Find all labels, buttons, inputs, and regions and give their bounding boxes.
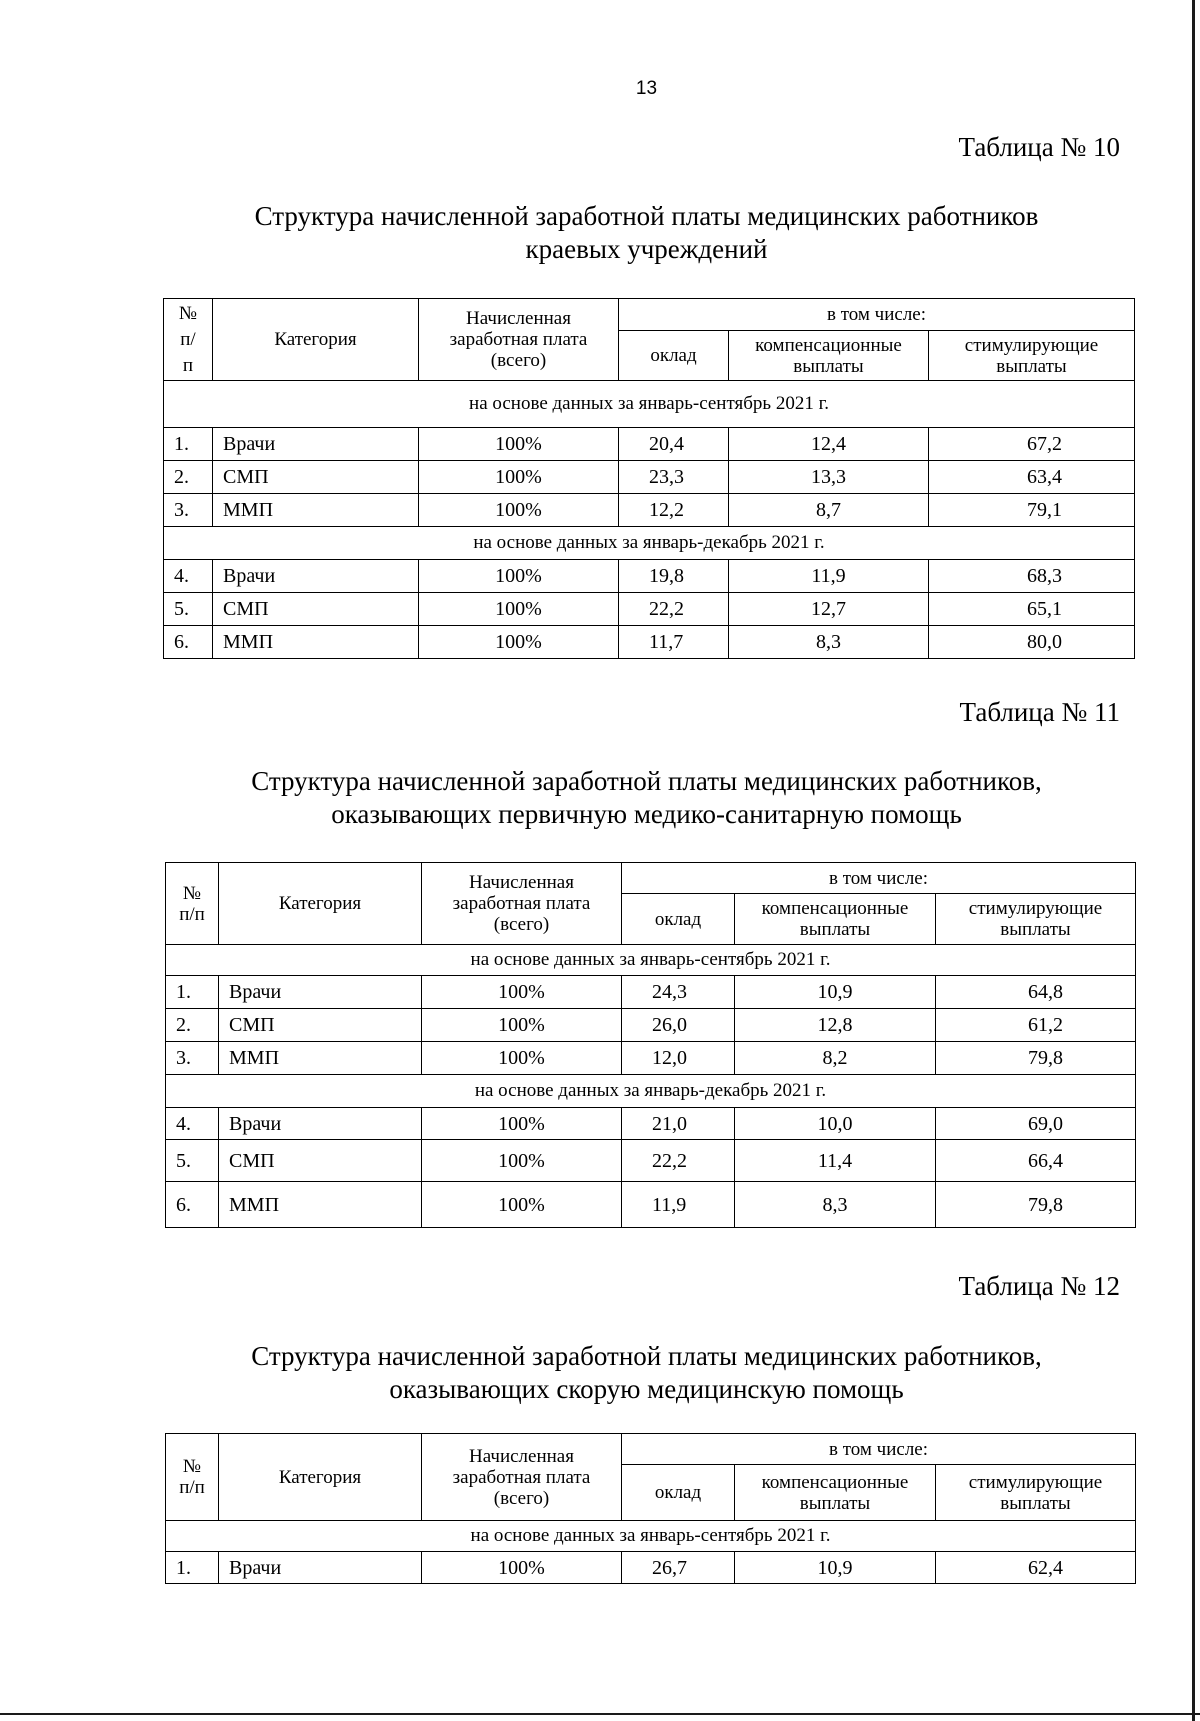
table-row [164,494,1135,527]
cell-num: 2. [164,461,213,494]
section-title: на основе данных за январь-сентябрь 2021 г. [166,945,1136,976]
table-11-title-line1: Структура начисленной заработной платы медицинских работников, [251,766,1042,796]
header-stim: стимулирующие выплаты [936,1465,1136,1521]
cell-comp: 10,9 [735,976,936,1009]
cell-category: Врачи [219,1552,422,1584]
cell-total: 100% [419,494,619,527]
cell-stim: 79,1 [929,494,1135,527]
cell-salary: 11,7 [619,626,729,659]
cell-category: СМП [213,593,419,626]
cell-total: 100% [422,1009,622,1042]
table-10-title-line1: Структура начисленной заработной платы медицинских работников [254,201,1039,231]
header-salary: оклад [622,1465,735,1521]
cell-num: 1. [166,976,219,1009]
cell-stim: 66,4 [936,1140,1136,1182]
header-including: в том числе: [619,299,1135,331]
cell-num: 2. [166,1009,219,1042]
header-category: Категория [219,1434,422,1521]
header-total: Начисленная заработная плата (всего) [419,299,619,381]
cell-comp: 11,9 [729,560,929,593]
cell-comp: 8,2 [735,1042,936,1075]
cell-stim: 63,4 [929,461,1135,494]
cell-category: СМП [219,1009,422,1042]
cell-total: 100% [422,1108,622,1140]
cell-stim: 69,0 [936,1108,1136,1140]
cell-category: Врачи [213,428,419,461]
header-comp: компенсационные выплаты [735,894,936,945]
cell-num: 6. [166,1182,219,1228]
table-12-title [0,1340,1200,1406]
cell-stim: 61,2 [936,1009,1136,1042]
cell-stim: 79,8 [936,1042,1136,1075]
table-10-label: Таблица № 10 [958,132,1120,162]
cell-comp: 10,9 [735,1552,936,1584]
cell-stim: 65,1 [929,593,1135,626]
cell-total: 100% [419,428,619,461]
cell-total: 100% [419,626,619,659]
cell-total: 100% [422,1140,622,1182]
cell-num: 1. [164,428,213,461]
cell-category: Врачи [219,976,422,1009]
cell-salary: 12,2 [619,494,729,527]
cell-salary: 22,2 [619,593,729,626]
cell-salary: 26,7 [622,1552,735,1584]
cell-total: 100% [419,593,619,626]
cell-category: ММП [213,626,419,659]
cell-comp: 11,4 [735,1140,936,1182]
header-salary: оклад [622,894,735,945]
table-12-title-line2: оказывающих скорую медицинскую помощь [389,1374,904,1404]
cell-stim: 64,8 [936,976,1136,1009]
cell-stim: 67,2 [929,428,1135,461]
header-num: № п/п [166,863,219,945]
cell-num: 3. [166,1042,219,1075]
table-11-title-line2: оказывающих первичную медико-санитарную помощь [331,799,962,829]
header-salary: оклад [619,331,729,381]
table-11-label: Таблица № 11 [959,697,1120,727]
cell-total: 100% [419,560,619,593]
header-comp: компенсационные выплаты [729,331,929,381]
section-title: на основе данных за январь-сентябрь 2021 г. [166,1521,1136,1552]
cell-salary: 24,3 [622,976,735,1009]
table-row [164,593,1135,626]
table-row [166,1552,1136,1584]
header-stim: стимулирующие выплаты [929,331,1135,381]
table-10 [163,298,1135,659]
table-12-label: Таблица № 12 [958,1271,1120,1301]
table-row [164,560,1135,593]
page-number: 13 [635,78,658,99]
cell-comp: 8,3 [735,1182,936,1228]
table-row [164,428,1135,461]
table-row [166,1140,1136,1182]
cell-category: СМП [219,1140,422,1182]
cell-salary: 19,8 [619,560,729,593]
cell-stim: 62,4 [936,1552,1136,1584]
header-comp: компенсационные выплаты [735,1465,936,1521]
cell-salary: 23,3 [619,461,729,494]
cell-category: ММП [219,1042,422,1075]
header-total: Начисленная заработная плата (всего) [422,1434,622,1521]
cell-comp: 12,8 [735,1009,936,1042]
scan-edge-bottom [0,1713,1200,1715]
cell-category: ММП [213,494,419,527]
cell-salary: 12,0 [622,1042,735,1075]
cell-num: 5. [164,593,213,626]
header-num: № п/ п [164,299,213,381]
header-total: Начисленная заработная плата (всего) [422,863,622,945]
table-row [166,1108,1136,1140]
cell-comp: 12,7 [729,593,929,626]
table-row [164,461,1135,494]
table-11-title [0,765,1200,831]
cell-comp: 10,0 [735,1108,936,1140]
cell-salary: 20,4 [619,428,729,461]
header-including: в том числе: [622,1434,1136,1465]
table-12-title-line1: Структура начисленной заработной платы медицинских работников, [251,1341,1042,1371]
cell-total: 100% [422,1552,622,1584]
cell-num: 3. [164,494,213,527]
cell-total: 100% [422,1182,622,1228]
cell-salary: 26,0 [622,1009,735,1042]
cell-salary: 11,9 [622,1182,735,1228]
table-row [166,1009,1136,1042]
cell-salary: 21,0 [622,1108,735,1140]
table-row [164,626,1135,659]
cell-comp: 13,3 [729,461,929,494]
header-category: Категория [213,299,419,381]
table-row [166,1182,1136,1228]
cell-category: Врачи [219,1108,422,1140]
cell-num: 4. [166,1108,219,1140]
section-title: на основе данных за январь-декабрь 2021 г. [166,1075,1136,1108]
header-category: Категория [219,863,422,945]
table-12 [165,1433,1136,1584]
cell-category: ММП [219,1182,422,1228]
table-10-title [0,200,1200,266]
cell-comp: 8,3 [729,626,929,659]
table-11 [165,862,1136,1228]
cell-num: 1. [166,1552,219,1584]
cell-num: 6. [164,626,213,659]
cell-stim: 80,0 [929,626,1135,659]
header-num: № п/п [166,1434,219,1521]
cell-num: 4. [164,560,213,593]
section-title: на основе данных за январь-сентябрь 2021 г. [164,381,1135,428]
table-10-title-line2: краевых учреждений [525,234,768,264]
cell-stim: 68,3 [929,560,1135,593]
header-including: в том числе: [622,863,1136,894]
cell-comp: 12,4 [729,428,929,461]
table-row [166,1042,1136,1075]
cell-total: 100% [419,461,619,494]
cell-num: 5. [166,1140,219,1182]
cell-category: Врачи [213,560,419,593]
cell-comp: 8,7 [729,494,929,527]
cell-salary: 22,2 [622,1140,735,1182]
header-stim: стимулирующие выплаты [936,894,1136,945]
cell-total: 100% [422,1042,622,1075]
cell-total: 100% [422,976,622,1009]
cell-stim: 79,8 [936,1182,1136,1228]
table-row [166,976,1136,1009]
cell-category: СМП [213,461,419,494]
section-title: на основе данных за январь-декабрь 2021 г. [164,527,1135,560]
